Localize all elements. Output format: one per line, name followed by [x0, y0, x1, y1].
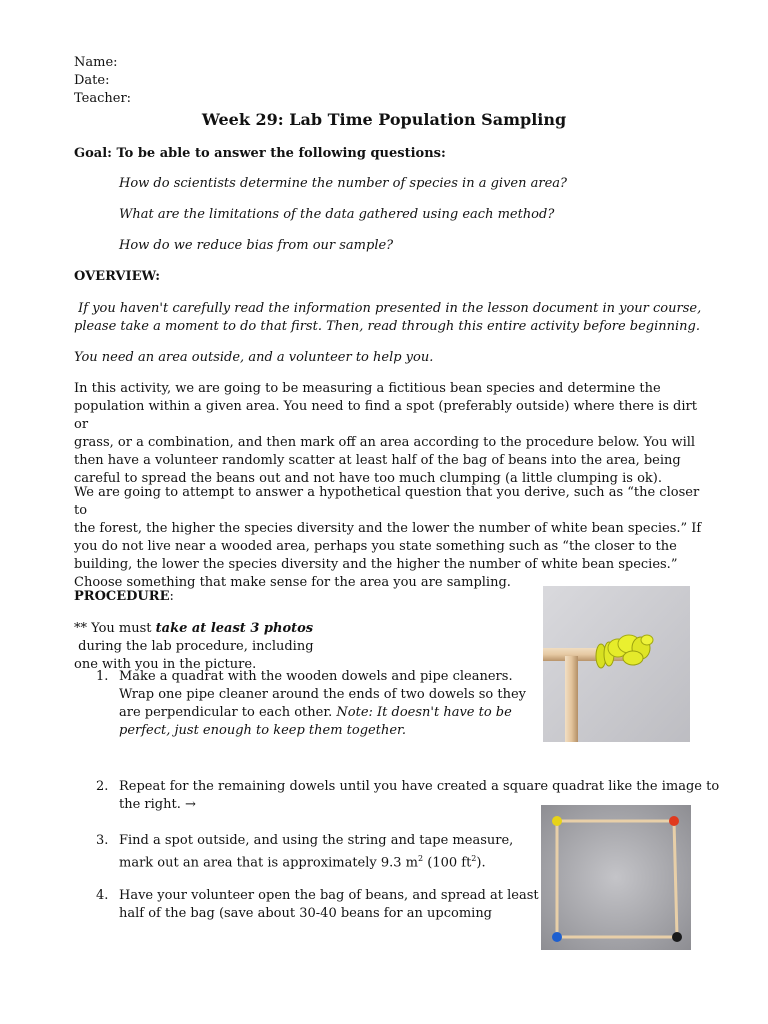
dowel-pipe-cleaner-photo — [543, 586, 690, 742]
procedure-heading: PROCEDURE: — [74, 589, 174, 604]
overview-paragraph-4: We are going to attempt to answer a hypothetical question that you derive, such as “the closer to the forest, the higher the species diversity and the lower the number of white bean species.” If you do not live near a wooded area, perhaps you state something such as “the closer to the building, the lower the species diversity and the higher the number of white bean species.” Choose something that make sense for the area you are sampling. — [74, 485, 702, 590]
step-3-text: Find a spot outside, and using the string and tape measure, mark out an area that is approximately 9.3 $m^2$ (100 $ft^2$). — [119, 833, 514, 871]
teacher-label: Teacher: — [74, 91, 132, 106]
question-3: How do we reduce bias from our sample? — [119, 238, 394, 253]
step-2-number: 2. — [96, 779, 109, 794]
step-1-number: 1. — [96, 669, 109, 684]
overview-paragraph-3: In this activity, we are going to be measuring a fictitious bean species and determine the population within a given area. You need to find a spot (preferably outside) where there is dirt or grass, or a combination, and then mark off an area according to the procedure below. You will then have a volunteer randomly scatter at least half of the bag of beans into the area, being careful to spread the beans out and not have too much clumping (a little clumping is ok). — [74, 381, 697, 486]
step-4-text: Have your volunteer open the bag of beans, and spread at least half of the bag (save about 30-40 beans for an upcoming — [119, 888, 539, 921]
date-label: Date: — [74, 73, 110, 88]
goal-heading: Goal: To be able to answer the following questions: — [74, 146, 446, 161]
overview-heading: OVERVIEW: — [74, 269, 161, 284]
name-label: Name: — [74, 55, 118, 70]
question-2: What are the limitations of the data gathered using each method? — [119, 207, 555, 222]
step-3-number: 3. — [96, 833, 109, 848]
square-quadrat-photo — [541, 805, 691, 950]
step-1-text: Make a quadrat with the wooden dowels and pipe cleaners. Wrap one pipe cleaner around the ends of two dowels so they are perpendicular to each other. Note: It doesn't have to be perfect, just enough to keep them together. — [119, 669, 527, 738]
student-header — [74, 54, 131, 108]
overview-paragraph-2: You need an area outside, and a volunteer to help you. — [74, 350, 434, 365]
step-4-number: 4. — [96, 888, 109, 903]
photo-instruction: ** You must take at least 3 photos during the lab procedure, including one with you in the picture. — [74, 621, 314, 672]
overview-paragraph-1: If you haven't carefully read the information presented in the lesson document in your course, please take a moment to do that first. Then, read through this entire activity before beginning. — [74, 301, 702, 334]
question-1: How do scientists determine the number of species in a given area? — [119, 176, 567, 191]
page-title: Week 29: Lab Time Population Sampling — [201, 110, 567, 129]
step-2-text: Repeat for the remaining dowels until you have created a square quadrat like the image to the right. → — [119, 779, 720, 812]
